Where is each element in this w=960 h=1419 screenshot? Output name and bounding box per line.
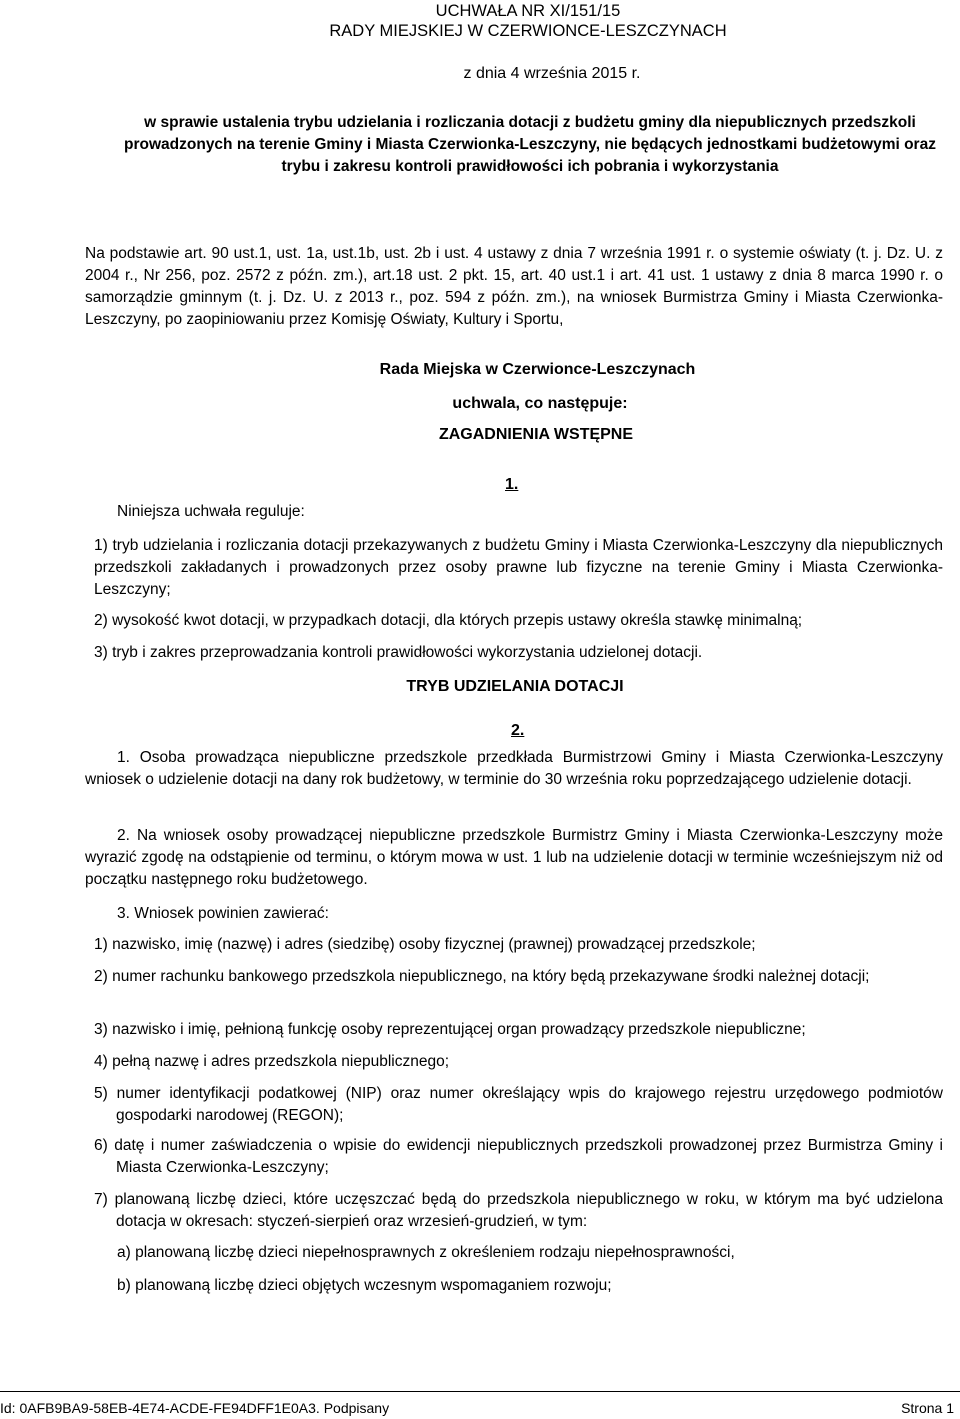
list-item: 4) pełną nazwę i adres przedszkola niepublicznego;: [94, 1053, 449, 1070]
list-item: 7) planowaną liczbę dzieci, które uczęszczać będą do przedszkola niepublicznego w roku, w którym ma być udzielona dotacja w okresach: styczeń-sierpień oraz wrzesień-grudzień, w tym:: [94, 1191, 943, 1230]
list-item: 6) datę i numer zaświadczenia o wpisie do ewidencji niepublicznych przedszkoli prowadzonej przez Burmistrza Gminy i Miasta Czerwionka-Leszczyny;: [94, 1137, 943, 1176]
resolves-heading: uchwala, co następuje:: [452, 395, 628, 412]
resolution-subject: w sprawie ustalenia trybu udzielania i rozliczania dotacji z budżetu gminy dla niepublicznych przedszkoli prowadzonych na terenie Gminy i Miasta Czerwionka-Leszczyny, nie będących jednostkami budżetowymi oraz trybu i zakresu kontroli prawidłowości ich pobrania i wykorzystania: [124, 114, 936, 175]
paragraph-text: 3. Wniosek powinien zawierać:: [117, 905, 329, 922]
resolution-date: z dnia 4 września 2015 r.: [463, 65, 641, 82]
list-item: 2) numer rachunku bankowego przedszkola niepublicznego, na który będą przekazywane środki należnej dotacji;: [94, 968, 870, 985]
document-id: Id: 0AFB9BA9-58EB-4E74-ACDE-FE94DFF1E0A3. Podpisany: [0, 1400, 390, 1416]
section-intro-text: Niniejsza uchwała reguluje:: [117, 503, 305, 520]
page-number: Strona 1: [901, 1400, 954, 1416]
section-heading-grant-procedure: TRYB UDZIELANIA DOTACJI: [406, 678, 624, 695]
legal-basis-preamble: Na podstawie art. 90 ust.1, ust. 1a, ust.1b, ust. 2b i ust. 4 ustawy z dnia 7 września 1991 r. o systemie oświaty (t. j. Dz. U. z 2004 r., Nr 256, poz. 2572 z późn. zm.), art.18 ust. 2 pkt. 15, art. 40 ust.1 i art. 41 ust. 1 ustawy z dnia 8 marca 1990 r. o samorządzie gminnym (t. j. Dz. U. z 2013 r., poz. 594 z późn. zm.), na wniosek Burmistrza Gminy i Miasta Czerwionka-Leszczyny, po zaopiniowaniu przez Komisję Oświaty, Kultury i Sportu,: [85, 245, 943, 328]
paragraph-text: 1. Osoba prowadząca niepubliczne przedszkole przedkłada Burmistrzowi Gminy i Miasta Czerwionka-Leszczyny wniosek o udzielenie dotacji na dany rok budżetowy, w terminie do 30 września roku poprzedzającego udzielenie dotacji.: [85, 749, 943, 788]
resolution-number: UCHWAŁA NR XI/151/15: [435, 2, 621, 20]
list-item: 5) numer identyfikacji podatkowej (NIP) oraz numer określający wpis do krajowego rejestru urzędowego podmiotów gospodarki narodowej (REGON);: [94, 1085, 943, 1124]
paragraph-number-2: 2.: [511, 722, 525, 739]
paragraph-text: 2. Na wniosek osoby prowadzącej niepubliczne przedszkole Burmistrz Gminy i Miasta Czerwionka-Leszczyny może wyrazić zgodę na odstąpienie od terminu, o którym mowa w ust. 1 lub na udzielenie dotacji w terminie wcześniejszym niż od początku następnego roku budżetowego.: [85, 827, 943, 888]
sub-list-item: a) planowaną liczbę dzieci niepełnosprawnych z określeniem rodzaju niepełnosprawności,: [117, 1244, 735, 1261]
list-item: 1) nazwisko, imię (nazwę) i adres (siedzibę) osoby fizycznej (prawnej) prowadzącej przedszkole;: [94, 936, 756, 953]
sub-list-item: b) planowaną liczbę dzieci objętych wczesnym wspomaganiem rozwoju;: [117, 1277, 612, 1294]
paragraph-number-1: 1.: [505, 476, 519, 493]
section-heading-introductory: ZAGADNIENIA WSTĘPNE: [438, 426, 634, 443]
council-heading: Rada Miejska w Czerwionce-Leszczynach: [379, 361, 696, 378]
list-item: 2) wysokość kwot dotacji, w przypadkach dotacji, dla których przepis ustawy określa stawkę minimalną;: [94, 612, 803, 629]
footer-divider: [0, 1391, 960, 1392]
list-item: 3) tryb i zakres przeprowadzania kontroli prawidłowości wykorzystania udzielonej dotacji.: [94, 644, 703, 661]
list-item: 1) tryb udzielania i rozliczania dotacji przekazywanych z budżetu Gminy i Miasta Czerwionka-Leszczyny dla niepublicznych przedszkoli zakładanych i prowadzonych przez osoby prawne lub fizyczne na terenie Gminy i Miasta Czerwionka-Leszczyny;: [94, 537, 943, 598]
list-item: 3) nazwisko i imię, pełnioną funkcję osoby reprezentującej organ prowadzący przedszkole niepubliczne;: [94, 1021, 806, 1038]
council-name: RADY MIEJSKIEJ W CZERWIONCE-LESZCZYNACH: [329, 22, 727, 40]
